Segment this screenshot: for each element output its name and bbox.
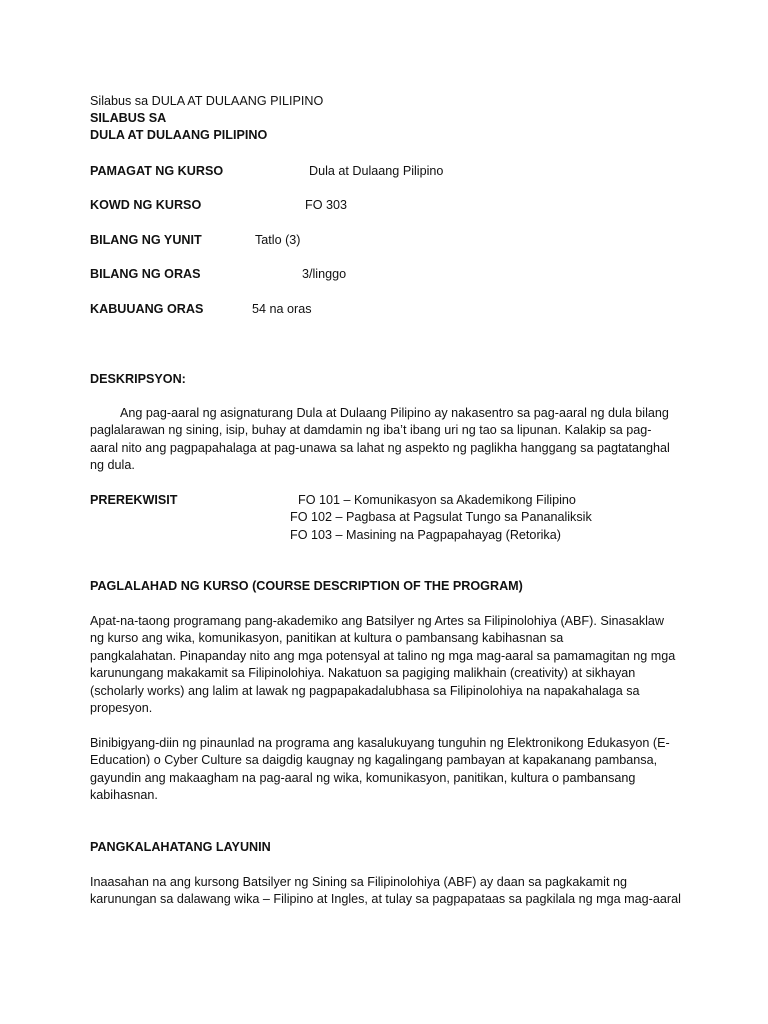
general-objectives-line: Inaasahan na ang kursong Batsilyer ng Sining sa Filipinolohiya (ABF) ay daan sa pagkakamit ng (90, 875, 627, 889)
general-objectives-heading: PANGKALAHATANG LAYUNIN (90, 840, 271, 854)
course-description-line: (scholarly works) ang lalim at lawak ng pagpapakadalubhasa sa Filipinolohiya na napakahalaga sa (90, 683, 640, 698)
course-description-line: karunungang makakamit sa Filipinolohiya. Nakatuon sa pagiging malikhain (creativity) at sikhayan (90, 666, 636, 681)
course-emphasis-line: Education) o Cyber Culture sa daigdig kaugnay ng kagalingang pambayan at kapakanang pambansa, (90, 753, 658, 768)
prerequisite-item: FO 103 – Masining na Pagpapahayag (Retorika) (290, 528, 561, 542)
course-description-heading: PAGLALAHAD NG KURSO (COURSE DESCRIPTION OF THE PROGRAM) (90, 579, 523, 593)
total-hours-value: 54 na oras (252, 302, 312, 316)
syllabus-heading: SILABUS SA (90, 111, 167, 125)
course-description-line: pangkalahatan. Pinapanday nito ang mga potensyal at talino ng mga mag-aaral sa pamamagitan ng mga (90, 648, 676, 663)
description-line: Ang pag-aaral ng asignaturang Dula at Dulaang Pilipino ay nakasentro sa pag-aaral ng dula bilang (120, 406, 669, 420)
description-line: paglalarawan ng sining, isip, buhay at damdamin ng iba’t ibang uri ng tao sa lipunan. Kalakip sa pag- (90, 423, 652, 438)
course-description-line: Apat-na-taong programang pang-akademiko ang Batsilyer ng Artes sa Filipinolohiya (ABF). Sinasaklaw (90, 614, 665, 628)
general-objectives-line: karunungan sa dalawang wika – Filipino at Ingles, at tulay sa pagpapataas sa pagkilala ng mga mag-aaral (90, 892, 681, 907)
general-objectives-paragraph (90, 874, 690, 909)
course-emphasis-line: gayundin ang makaagham na pag-aaral ng wika, komunikasyon, panitikan, kultura o pambansang (90, 770, 636, 785)
prerequisite-item: FO 101 – Komunikasyon sa Akademikong Filipino (298, 493, 576, 507)
course-title-value: Dula at Dulaang Pilipino (309, 164, 444, 178)
hours-value: 3/linggo (302, 267, 347, 281)
hours-label: BILANG NG ORAS (90, 267, 201, 281)
syllabus-subheading: DULA AT DULAANG PILIPINO (90, 128, 268, 142)
description-line: aaral nito ang pagpapahalaga at pag-unawa sa lahat ng aspekto ng paglikha hanggang sa pagtatanghal (90, 440, 670, 455)
course-emphasis-line: Binibigyang-diin ng pinaunlad na programa ang kasalukuyang tunguhin ng Elektronikong Edukasyon (E- (90, 736, 670, 750)
course-code-label: KOWD NG KURSO (90, 198, 202, 212)
course-description-line: ng kurso ang wika, komunikasyon, panitikan at kultura o pambansang kabihasnan sa (90, 631, 564, 646)
description-paragraph (90, 405, 690, 475)
units-value: Tatlo (3) (255, 233, 301, 247)
course-code-value: FO 303 (305, 198, 347, 212)
course-emphasis-line: kabihasnan. (90, 788, 158, 803)
course-description-line: propesyon. (90, 701, 153, 716)
document-title-line: Silabus sa DULA AT DULAANG PILIPINO (90, 94, 324, 108)
prerequisite-label: PREREKWISIT (90, 493, 178, 507)
description-line: ng dula. (90, 458, 135, 473)
course-emphasis-paragraph (90, 735, 690, 805)
course-title-label: PAMAGAT NG KURSO (90, 164, 224, 178)
description-heading: DESKRIPSYON: (90, 372, 186, 386)
units-label: BILANG NG YUNIT (90, 233, 202, 247)
prerequisite-item: FO 102 – Pagbasa at Pagsulat Tungo sa Pananaliksik (290, 510, 592, 524)
course-description-paragraph (90, 613, 690, 717)
total-hours-label: KABUUANG ORAS (90, 302, 204, 316)
